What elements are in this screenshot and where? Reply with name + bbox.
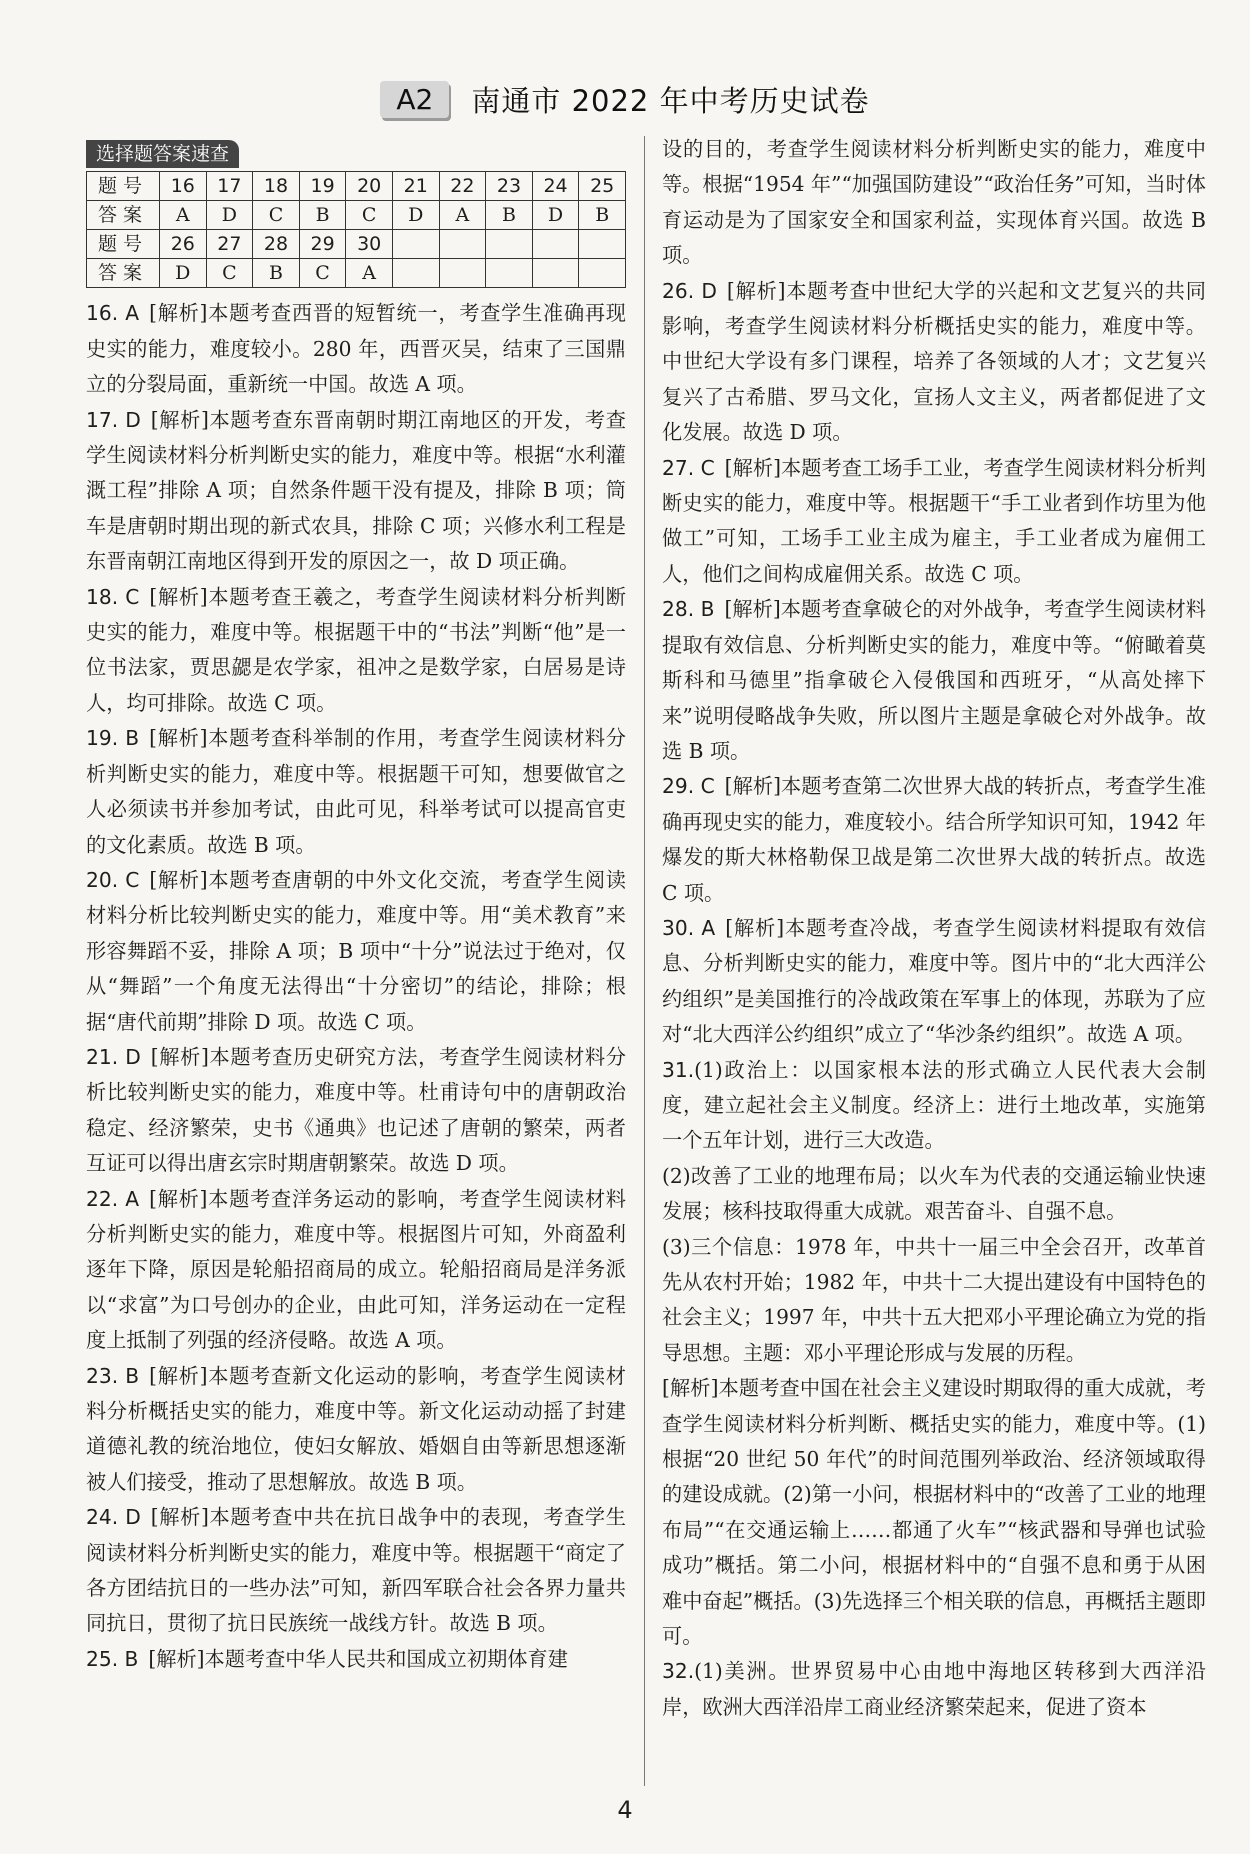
table-cell: [486, 230, 533, 259]
table-cell: B: [299, 201, 346, 230]
table-cell: A: [439, 201, 486, 230]
answer-paragraph: 27. C [解析]本题考查工场手工业，考查学生阅读材料分析判断史实的能力，难度中等。根据题干“手工业者到作坊里为他做工”可知，工场手工业主成为雇主，手工业者成为雇佣工人，他们之间构成雇佣关系。故选 C 项。: [662, 455, 1206, 586]
right-column: [662, 132, 1206, 1725]
table-cell: B: [253, 259, 300, 288]
page-header: [0, 78, 1250, 120]
answer-paragraph: [解析]本题考查中国在社会主义建设时期取得的重大成就，考查学生阅读材料分析判断、概括史实的能力，难度中等。(1)根据“20 世纪 50 年代”的时间范围列举政治、经济领域取得的建设成就。(2)第一小问，根据材料中的“改善了工业的地理布局”“在交通运输上……都通了火车”“核武器和导弹也试验成功”概括。第二小问，根据材料中的“自强不息和勇于从困难中奋起”概括。(3)先选择三个相关联的信息，再概括主题即可。: [662, 1376, 1206, 1649]
answer-paragraph: 19. B [解析]本题考查科举制的作用，考查学生阅读材料分析判断史实的能力，难度中等。根据题干可知，想要做官之人必须读书并参加考试，由此可见，科举考试可以提高官吏的文化素质。故选 B 项。: [86, 726, 626, 857]
answer-paragraph: 23. B [解析]本题考查新文化运动的影响，考查学生阅读材料分析概括史实的能力，难度中等。新文化运动动摇了封建道德礼教的统治地位，使妇女解放、婚姻自由等新思想逐渐被人们接受，推动了思想解放。故选 B 项。: [86, 1363, 626, 1494]
table-cell: [439, 230, 486, 259]
table-cell: 16: [160, 172, 207, 201]
table-row: [87, 201, 626, 230]
table-cell: [392, 230, 439, 259]
table-cell: D: [532, 201, 579, 230]
answer-paragraph: 21. D [解析]本题考查历史研究方法，考查学生阅读材料分析比较判断史实的能力，难度中等。杜甫诗句中的唐朝政治稳定、经济繁荣，史书《通典》也记述了唐朝的繁荣，两者互证可以得出唐玄宗时期唐朝繁荣。故选 D 项。: [86, 1044, 626, 1176]
table-row: [87, 230, 626, 259]
answer-paragraph: 30. A [解析]本题考查冷战，考查学生阅读材料提取有效信息、分析判断史实的能力，难度中等。图片中的“北大西洋公约组织”是美国推行的冷战政策在军事上的体现，苏联为了应对“北大西洋公约组织”成立了“华沙条约组织”。故选 A 项。: [662, 915, 1206, 1047]
answer-paragraph: 32.(1)美洲。世界贸易中心由地中海地区转移到大西洋沿岸，欧洲大西洋沿岸工商业经济繁荣起来，促进了资本: [662, 1659, 1206, 1719]
table-cell: [392, 259, 439, 288]
answer-paragraph: 24. D [解析]本题考查中共在抗日战争中的表现，考查学生阅读材料分析判断史实的能力，难度中等。根据题干“商定了各方团结抗日的一些办法”可知，新四军联合社会各界力量共同抗日，贯彻了抗日民族统一战线方针。故选 B 项。: [86, 1505, 626, 1636]
answer-paragraph: 17. D [解析]本题考查东晋南朝时期江南地区的开发，考查学生阅读材料分析判断史实的能力，难度中等。根据“水利灌溉工程”排除 A 项；自然条件题干没有提及，排除 B 项；筒车是唐朝时期出现的新式农具，排除 C 项；兴修水利工程是东晋南朝江南地区得到开发的原因之一，故 D 项正确。: [86, 407, 626, 574]
table-cell: [579, 259, 626, 288]
table-cell: [532, 259, 579, 288]
answer-paragraph: (2)改善了工业的地理布局；以火车为代表的交通运输业快速发展；核科技取得重大成就。艰苦奋斗、自强不息。: [662, 1163, 1206, 1224]
table-cell: 28: [253, 230, 300, 259]
page-title: 南通市 2022 年中考历史试卷: [471, 83, 870, 118]
table-row: [87, 172, 626, 201]
column-divider: [644, 136, 645, 1786]
row-head-answer: 答案: [87, 201, 160, 230]
table-cell: C: [206, 259, 253, 288]
table-cell: 19: [299, 172, 346, 201]
answer-paragraph: 22. A [解析]本题考查洋务运动的影响，考查学生阅读材料分析判断史实的能力，难度中等。根据图片可知，外商盈利逐年下降，原因是轮船招商局的成立。轮船招商局是洋务派以“求富”为口号创办的企业，由此可知，洋务运动在一定程度上抵制了列强的经济侵略。故选 A 项。: [86, 1186, 626, 1353]
table-cell: [532, 230, 579, 259]
page-number: 4: [617, 1796, 633, 1824]
table-row: [87, 259, 626, 288]
table-cell: A: [160, 201, 207, 230]
table-cell: 24: [532, 172, 579, 201]
section-badge: A2: [380, 81, 449, 118]
answer-paragraph: (3)三个信息：1978 年，中共十一届三中全会召开，改革首先从农村开始；1982 年，中共十二大提出建设有中国特色的社会主义；1997 年，中共十五大把邓小平理论确立为党的指导思想。主题：邓小平理论形成与发展的历程。: [662, 1234, 1206, 1365]
table-cell: 20: [346, 172, 393, 201]
table-cell: C: [253, 201, 300, 230]
answer-paragraph: 25. B [解析]本题考查中华人民共和国成立初期体育建: [86, 1646, 568, 1671]
answer-paragraph: 29. C [解析]本题考查第二次世界大战的转折点，考查学生准确再现史实的能力，难度较小。结合所学知识可知，1942 年爆发的斯大林格勒保卫战是第二次世界大战的转折点。故选 C 项。: [662, 774, 1206, 905]
table-cell: D: [392, 201, 439, 230]
table-cell: 18: [253, 172, 300, 201]
answer-paragraph: 28. B [解析]本题考查拿破仑的对外战争，考查学生阅读材料提取有效信息、分析判断史实的能力，难度中等。“俯瞰着莫斯科和马德里”指拿破仑入侵俄国和西班牙，“从高处摔下来”说明侵略战争失败，所以图片主题是拿破仑对外战争。故选 B 项。: [662, 597, 1206, 763]
table-cell: B: [579, 201, 626, 230]
table-cell: [439, 259, 486, 288]
answer-paragraph: 18. C [解析]本题考查王羲之，考查学生阅读材料分析判断史实的能力，难度中等。根据题干中的“书法”判断“他”是一位书法家，贾思勰是农学家，祖冲之是数学家，白居易是诗人，均可排除。故选 C 项。: [86, 584, 626, 715]
table-cell: 17: [206, 172, 253, 201]
table-cell: B: [486, 201, 533, 230]
answer-paragraph: 设的目的，考查学生阅读材料分析判断史实的能力，难度中等。根据“1954 年”“加强国防建设”“政治任务”可知，当时体育运动是为了国家安全和国家利益，实现体育兴国。故选 B 项。: [662, 137, 1206, 268]
table-cell: [486, 259, 533, 288]
left-column: [86, 136, 626, 1677]
table-cell: [579, 230, 626, 259]
answer-paragraph: 16. A [解析]本题考查西晋的短暂统一，考查学生准确再现史实的能力，难度较小。280 年，西晋灭吴，结束了三国鼎立的分裂局面，重新统一中国。故选 A 项。: [86, 301, 626, 397]
table-cell: 27: [206, 230, 253, 259]
table-cell: 22: [439, 172, 486, 201]
table-cell: 26: [160, 230, 207, 259]
row-head-answer: 答案: [87, 259, 160, 288]
answer-paragraph: 20. C [解析]本题考查唐朝的中外文化交流，考查学生阅读材料分析比较判断史实的能力，难度中等。用“美术教育”来形容舞蹈不妥，排除 A 项；B 项中“十分”说法过于绝对，仅从“舞蹈”一个角度无法得出“十分密切”的结论，排除；根据“唐代前期”排除 D 项。故选 C 项。: [86, 867, 626, 1034]
table-cell: A: [346, 259, 393, 288]
answer-paragraph: 26. D [解析]本题考查中世纪大学的兴起和文艺复兴的共同影响，考查学生阅读材料分析概括史实的能力，难度中等。中世纪大学设有多门课程，培养了各领域的人才；文艺复兴复兴了古希腊、罗马文化，宣扬人文主义，两者都促进了文化发展。故选 D 项。: [662, 278, 1206, 445]
row-head-question: 题号: [87, 172, 160, 201]
table-cell: 25: [579, 172, 626, 201]
row-head-question: 题号: [87, 230, 160, 259]
table-cell: D: [206, 201, 253, 230]
table-cell: 30: [346, 230, 393, 259]
table-cell: D: [160, 259, 207, 288]
table-cell: 29: [299, 230, 346, 259]
table-cell: C: [299, 259, 346, 288]
quick-table-label: 选择题答案速查: [86, 140, 239, 168]
answer-table: [86, 171, 626, 288]
table-cell: C: [346, 201, 393, 230]
table-cell: 21: [392, 172, 439, 201]
answer-paragraph: 31.(1)政治上：以国家根本法的形式确立人民代表大会制度，建立起社会主义制度。经济上：进行土地改革，实施第一个五年计划，进行三大改造。: [662, 1057, 1206, 1153]
table-cell: 23: [486, 172, 533, 201]
